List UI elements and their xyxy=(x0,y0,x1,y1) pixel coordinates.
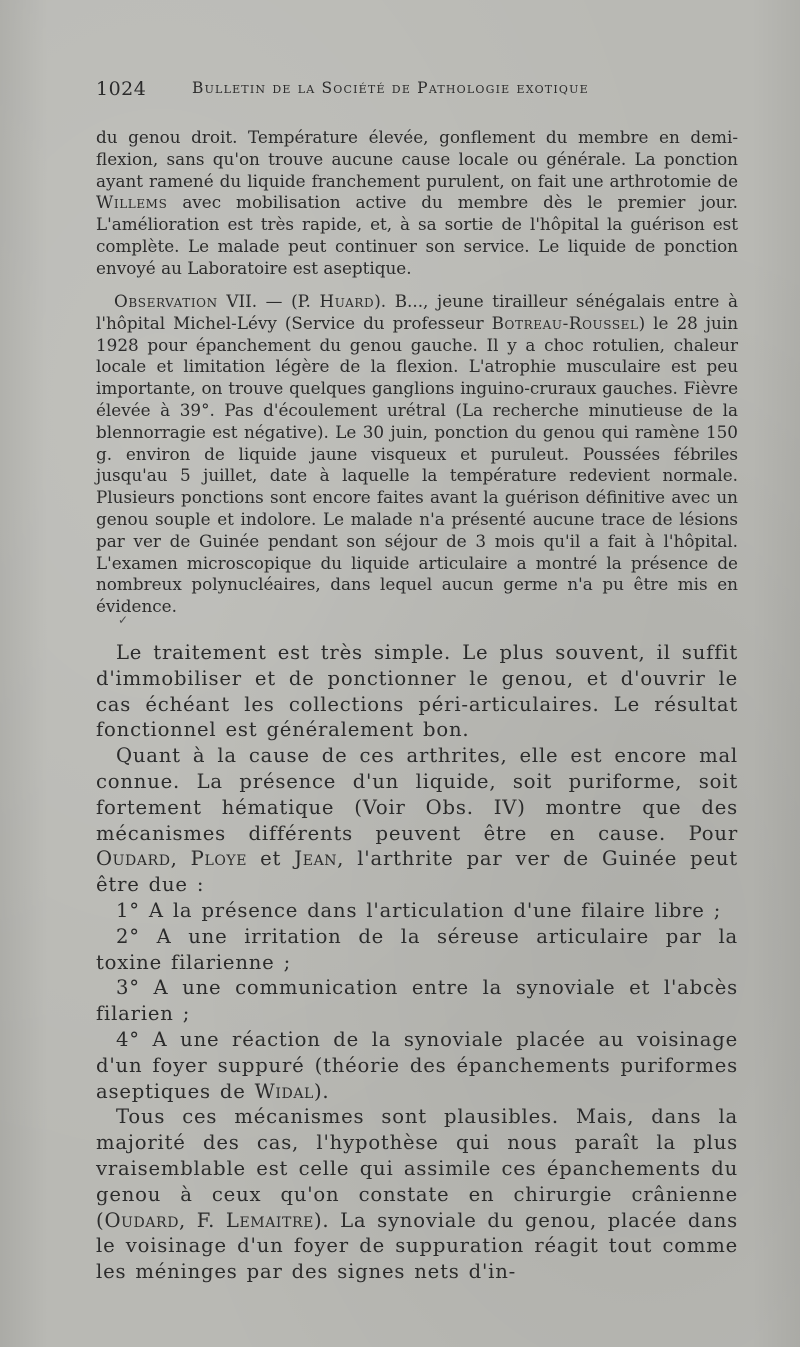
page-number: 1024 xyxy=(96,78,147,100)
text-run: et xyxy=(247,847,295,871)
text-run: Tous ces mécanismes sont plausibles. Mais, dans la majorité des cas, l'hypothèse qui nous paraît la plus vraisemblable est celle qui assimile ces épanchements du genou à ceux qu'on constate en chirurgie crânienne ( xyxy=(96,1105,738,1232)
body-paragraph xyxy=(96,743,738,898)
author-name: Willems xyxy=(96,192,168,213)
list-item xyxy=(96,1027,738,1104)
text-run: Quant à la cause de ces arthrites, elle est encore mal connue. La présence d'un liquide, soit puriforme, soit fortement hématique (Voir Obs. IV) montre que des mécanismes différents peuvent être en cause. Pour xyxy=(96,744,738,845)
author-name: Ploye xyxy=(190,847,248,871)
list-item: 3° A une communication entre la synoviale et l'abcès filarien ; xyxy=(96,976,738,1026)
journal-title: Bulletin de la Société de Pathologie exotique xyxy=(192,79,589,97)
observation-text xyxy=(96,291,738,618)
list-item: 1° A la présence dans l'articulation d'une filaire libre ; xyxy=(116,898,722,922)
paragraph-continuation xyxy=(96,127,738,280)
text-run: , F. xyxy=(179,1208,226,1232)
author-name: Lemaitre xyxy=(225,1208,314,1232)
text-run: , l'arthrite par ver de Guinée peut être due : xyxy=(96,847,738,897)
author-name: Botreau-Roussel xyxy=(491,312,639,333)
body-paragraph: Le traitement est très simple. Le plus souvent, il suffit d'immobiliser et de ponctionner le genou, et d'ouvrir le cas échéant les collections péri-articulaires. Le résultat fonctionnel est généralement bon. xyxy=(96,641,738,742)
text-run: ). La synoviale du genou, placée dans le voisinage d'un foyer de suppuration réagit tout comme les méninges par des signes nets d'in- xyxy=(96,1208,738,1284)
running-head xyxy=(96,78,736,106)
body-paragraph xyxy=(96,1104,738,1285)
author-name: Huard xyxy=(319,291,375,311)
paragraph-text xyxy=(96,127,738,280)
text-run: , xyxy=(170,847,191,871)
text-run: ). xyxy=(313,1079,330,1103)
author-name: Widal xyxy=(254,1079,314,1103)
author-name: Jean xyxy=(294,847,338,871)
main-body xyxy=(96,640,738,1285)
list-item: 2° A une irritation de la séreuse articulaire par la toxine filarienne ; xyxy=(96,924,738,974)
text-run: VII. — (P. xyxy=(217,291,320,311)
text-run: ) le 28 juin 1928 pour épanchement du genou gauche. Il y a choc rotulien, chaleur locale et limitation légère de la flexion. L'atrophie musculaire est peu importante, on trouve quelques ganglions inguino-cruraux gauches. Fièvre élevée à 39°. Pas d'écoulement urétral (La recherche minutieuse de la blennorragie est négative). Le 30 juin, ponction du genou qui ramène 150 g. environ de liquide jaune visqueux et puruleut. Poussées fébriles jusqu'au 5 juillet, date à laquelle la température redevient normale. Plusieurs ponctions sont encore faites avant la guérison définitive avec un genou souple et indolore. Le malade n'a présenté aucune trace de lésions par ver de Guinée pendant son séjour de 3 mois qu'il a fait à l'hôpital. L'examen microscopique du liquide articulaire a montré la présence de nombreux polynucléaires, dans lequel aucun germe n'a pu être mis en évidence. xyxy=(96,312,738,617)
author-name: Oudard xyxy=(96,847,171,871)
text-run: avec mobilisation active du membre dès le premier jour. L'amélioration est très rapide, et, à sa sortie de l'hôpital la guérison est complète. Le malade peut continuer son service. Le liquide de ponction envoyé au Laboratoire est aseptique. xyxy=(96,192,738,278)
observation-vii xyxy=(96,291,738,618)
stray-mark: ✓ xyxy=(118,613,129,627)
observation-label: Observation xyxy=(114,291,218,311)
text-run: 4° A une réaction de la synoviale placée au voisinage d'un foyer suppuré (théorie des épanchements puriformes aseptiques de xyxy=(96,1027,738,1103)
text-run: ). B..., jeune tirailleur sénégalais entre à l'hôpital Michel-Lévy (Service du professeur xyxy=(96,291,738,333)
author-name: Oudard xyxy=(104,1208,180,1232)
text-run: du genou droit. Température élevée, gonflement du membre en demi-flexion, sans qu'on trouve aucune cause locale ou générale. La ponction ayant ramené du liquide franchement purulent, on fait une arthrotomie de xyxy=(96,127,738,191)
